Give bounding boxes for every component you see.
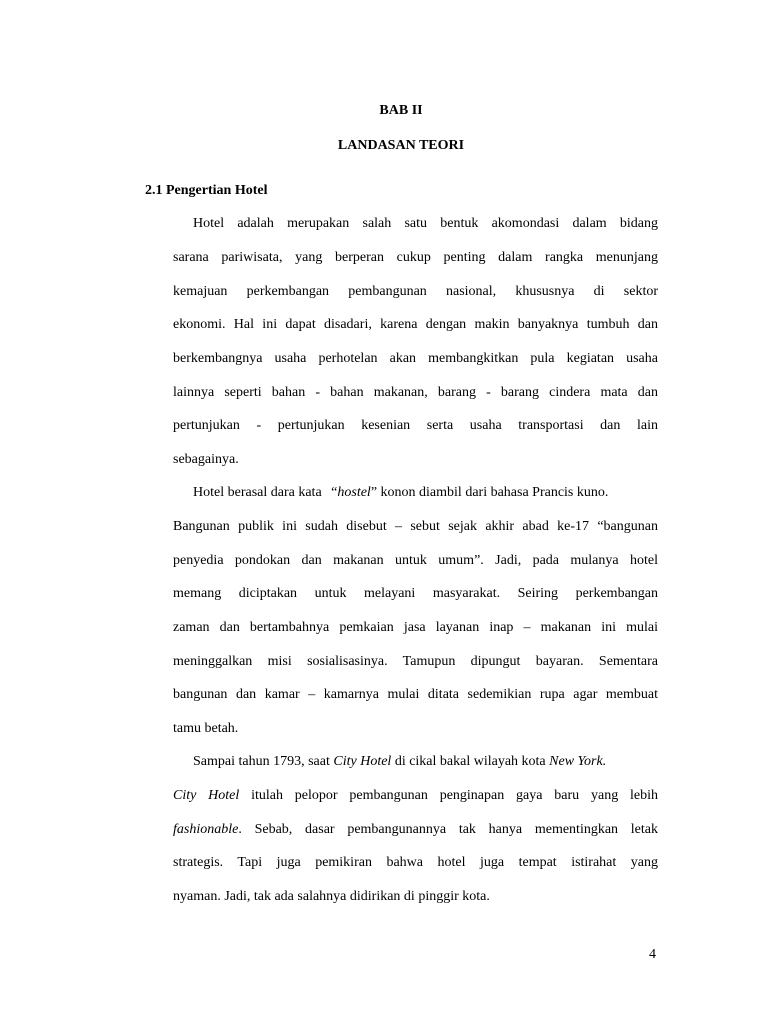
paragraph-line: nyaman. Jadi, tak ada salahnya didirikan di pinggir kota. [173,889,490,904]
emphasis-term: hostel [337,485,371,500]
emphasis-term: New York. [549,754,607,769]
paragraph-line: meninggalkan misi sosialisasinya. Tamupun dipungut bayaran. Sementara [173,654,658,669]
paragraph-line: Hotel adalah merupakan salah satu bentuk akomondasi dalam bidang [193,216,658,231]
paragraph-line: lainnya seperti bahan - bahan makanan, barang - barang cindera mata dan [173,385,658,400]
paragraph-line: sebagainya. [173,452,239,467]
emphasis-term: City Hotel [173,788,240,803]
paragraph-line: penyedia pondokan dan makanan untuk umum”. Jadi, pada mulanya hotel [173,553,658,568]
paragraph-line: zaman dan bertambahnya pemkaian jasa layanan inap – makanan ini mulai [173,620,658,635]
chapter-title: LANDASAN TEORI [337,138,465,153]
paragraph-line: berkembangnya usaha perhotelan akan membangkitkan pula kegiatan usaha [173,351,658,366]
page-number: 4 [649,947,656,962]
paragraph-line: strategis. Tapi juga pemikiran bahwa hotel juga tempat istirahat yang [173,855,658,870]
paragraph-line: memang diciptakan untuk melayani masyarakat. Seiring perkembangan [173,586,658,601]
paragraph-line [173,822,658,838]
paragraph-line: sarana pariwisata, yang berperan cukup penting dalam rangka menunjang [173,250,658,265]
paragraph-line [173,788,658,804]
paragraph-line [173,754,658,770]
text-run: ” konon diambil dari bahasa Prancis kuno. [370,485,609,500]
paragraph-line [173,485,658,501]
emphasis-term: fashionable [173,822,239,837]
section-heading: 2.1 Pengertian Hotel [145,183,268,198]
paragraph-line: Bangunan publik ini sudah disebut – sebut sejak akhir abad ke-17 “bangunan [173,519,658,534]
text-run: di cikal bakal wilayah kota [394,754,546,769]
paragraph-line: bangunan dan kamar – kamarnya mulai ditata sedemikian rupa agar membuat [173,687,658,702]
chapter-number: BAB II [379,103,423,118]
paragraph-line: ekonomi. Hal ini dapat disadari, karena dengan makin banyaknya tumbuh dan [173,317,658,332]
paragraph-line: tamu betah. [173,721,239,736]
text-run: Sampai tahun 1793, saat [193,754,330,769]
emphasis-term: City Hotel [333,754,392,769]
paragraph-line: pertunjukan - pertunjukan kesenian serta usaha transportasi dan lain [173,418,658,433]
text-run: . Sebab, dasar pembangunannya tak hanya mementingkan letak [238,822,658,837]
quote-mark: “ [331,485,338,500]
text-run: Hotel berasal dara kata [193,485,322,500]
text-run: itulah pelopor pembangunan penginapan gaya baru yang lebih [251,788,658,803]
paragraph-line: kemajuan perkembangan pembangunan nasional, khususnya di sektor [173,284,658,299]
